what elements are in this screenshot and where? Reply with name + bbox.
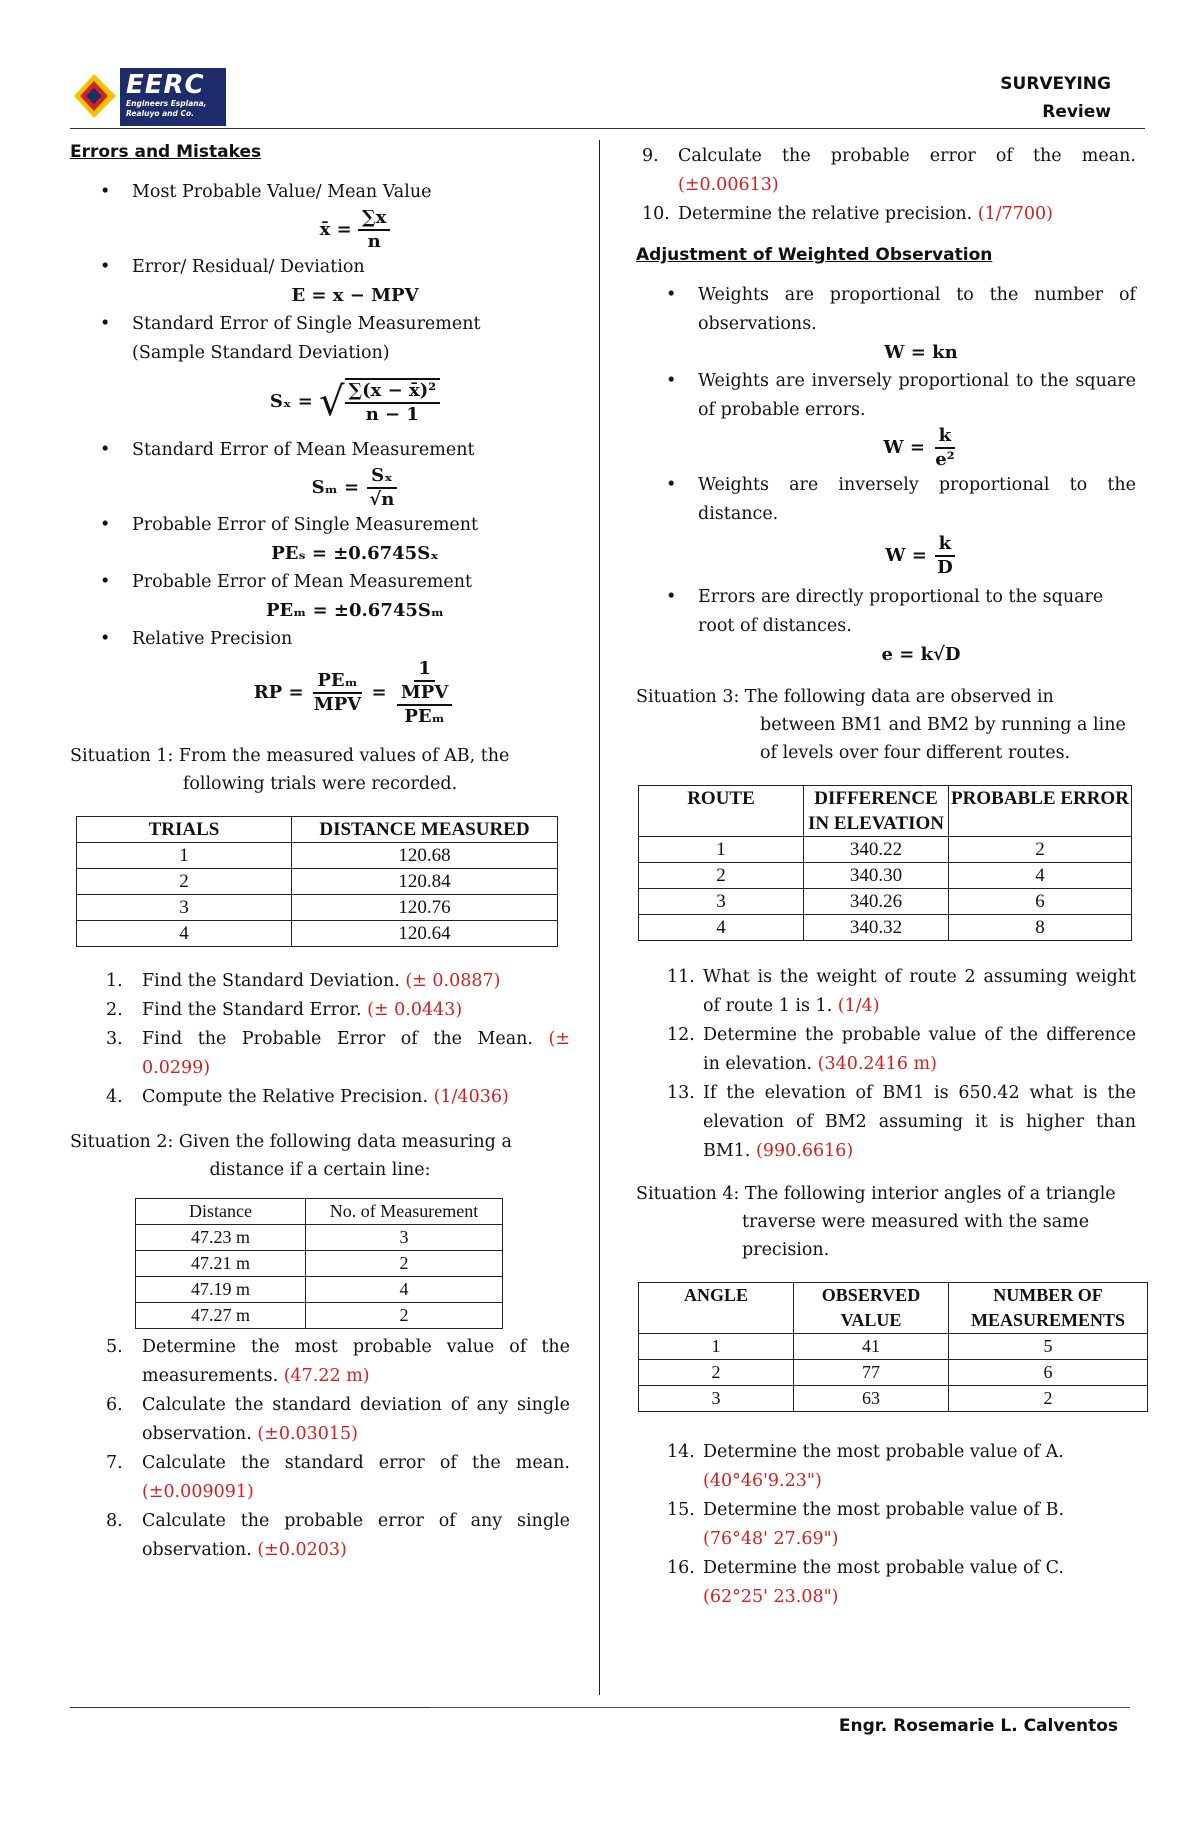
table-header: No. of Measurement bbox=[306, 1199, 503, 1225]
table-row bbox=[136, 1277, 503, 1303]
question-item bbox=[606, 142, 1136, 200]
formula-std-mean: Sₘ = $\frac{\text{Sₓ}}{√n}$ bbox=[70, 465, 570, 511]
table-cell: 47.21 m bbox=[136, 1251, 306, 1277]
bullet-error: • Error/ Residual/ Deviation bbox=[70, 253, 570, 282]
question-number: 5. bbox=[106, 1337, 123, 1357]
eerc-logo bbox=[70, 66, 226, 128]
question-item bbox=[70, 1507, 570, 1565]
table-header: OBSERVED VALUE bbox=[794, 1283, 949, 1334]
question-item bbox=[70, 996, 570, 1025]
question-text: Find the Standard Deviation. bbox=[142, 971, 406, 991]
formula-pe-single: PEₛ = ±0.6745Sₓ bbox=[271, 543, 439, 564]
situation-3-text bbox=[636, 683, 1136, 767]
question-number: 1. bbox=[106, 971, 123, 991]
question-item bbox=[70, 1449, 570, 1507]
table-cell: 63 bbox=[794, 1386, 949, 1412]
formula-rp: RP = $\frac{\text{PEₘ}}{\text{MPV}}$ = $\frac{1}{\frac{\text{MPV}}{\text{PEₘ}}}$ bbox=[70, 658, 570, 728]
question-text: Determine the most probable value of B. bbox=[703, 1500, 1065, 1520]
table-cell: 4 bbox=[949, 863, 1132, 889]
table-cell: 340.26 bbox=[804, 889, 949, 915]
table-row bbox=[136, 1251, 503, 1277]
answer-text: (1/4) bbox=[837, 996, 880, 1016]
question-item bbox=[631, 1079, 1136, 1166]
table-row bbox=[639, 837, 1132, 863]
formula-weight-number: W = kn bbox=[884, 342, 958, 363]
right-column bbox=[636, 142, 1136, 1612]
question-item bbox=[631, 963, 1136, 1021]
page-header bbox=[70, 66, 1145, 130]
question-text: Find the Probable Error of the Mean. bbox=[142, 1029, 549, 1049]
table-cell: 120.76 bbox=[292, 895, 558, 921]
table-row bbox=[77, 843, 558, 869]
situation-4-text bbox=[636, 1180, 1136, 1264]
formula-weight-distance: W = $\frac{k}{D}$ bbox=[636, 533, 1136, 579]
table-cell: 2 bbox=[949, 1386, 1148, 1412]
table-header: PROBABLE ERROR bbox=[949, 786, 1132, 837]
bullet-rp: • Relative Precision bbox=[70, 625, 570, 654]
table-cell: 120.64 bbox=[292, 921, 558, 947]
header-divider bbox=[70, 128, 980, 129]
column-divider bbox=[599, 140, 600, 1695]
question-number: 13. bbox=[667, 1083, 695, 1103]
situation-4-line3: precision. bbox=[742, 1240, 830, 1260]
table-header: ANGLE bbox=[639, 1283, 794, 1334]
logo-box bbox=[120, 68, 226, 126]
formula-error-distance: e = k√D bbox=[881, 644, 961, 665]
table-cell: 47.23 m bbox=[136, 1225, 306, 1251]
section-title-errors: Errors and Mistakes bbox=[70, 142, 262, 162]
table-cell: 41 bbox=[794, 1334, 949, 1360]
situation-1-text bbox=[70, 742, 570, 798]
situation-1-questions bbox=[70, 967, 570, 1112]
question-item bbox=[631, 1021, 1136, 1079]
question-number: 9. bbox=[642, 146, 659, 166]
formula-pe-mean: PEₘ = ±0.6745Sₘ bbox=[265, 600, 445, 621]
answer-text: (±0.00613) bbox=[678, 175, 779, 195]
table-cell: 2 bbox=[949, 837, 1132, 863]
subject-title: SURVEYING bbox=[1000, 74, 1111, 94]
table-cell: 4 bbox=[639, 915, 804, 941]
question-number: 15. bbox=[667, 1500, 695, 1520]
situation-2-table bbox=[135, 1198, 503, 1329]
question-item bbox=[70, 1391, 570, 1449]
answer-text: (± 0.0887) bbox=[405, 971, 501, 991]
table-cell: 6 bbox=[949, 889, 1132, 915]
table-cell: 3 bbox=[639, 1386, 794, 1412]
bullet-std-mean: • Standard Error of Mean Measurement bbox=[70, 436, 570, 465]
table-cell: 3 bbox=[639, 889, 804, 915]
question-number: 6. bbox=[106, 1395, 123, 1415]
situation-3-table bbox=[638, 785, 1132, 941]
table-cell: 1 bbox=[77, 843, 292, 869]
table-row bbox=[136, 1303, 503, 1329]
answer-text: (1/4036) bbox=[433, 1087, 509, 1107]
question-number: 3. bbox=[106, 1029, 123, 1049]
table-cell: 340.32 bbox=[804, 915, 949, 941]
table-cell: 5 bbox=[949, 1334, 1148, 1360]
table-cell: 3 bbox=[77, 895, 292, 921]
answer-text: (340.2416 m) bbox=[817, 1054, 937, 1074]
table-row bbox=[136, 1225, 503, 1251]
answer-text: (±0.0203) bbox=[257, 1540, 347, 1560]
table-header: DIFFERENCE IN ELEVATION bbox=[804, 786, 949, 837]
situation-4-line1: Situation 4: The following interior angles of a triangle bbox=[636, 1184, 1116, 1204]
answer-text: (40°46'9.23") bbox=[703, 1471, 822, 1491]
question-text: Calculate the standard error of the mean. bbox=[142, 1453, 570, 1473]
formula-weight-error: W = $\frac{k}{\text{e²}}$ bbox=[883, 425, 955, 470]
table-header: Distance bbox=[136, 1199, 306, 1225]
formula-error: E = x − MPV bbox=[291, 285, 419, 306]
question-item bbox=[70, 1333, 570, 1391]
logo-subtitle-2: Realuyo and Co. bbox=[126, 109, 194, 118]
bullet-pe-single: • Probable Error of Single Measurement bbox=[70, 511, 570, 540]
situation-2-questions-right bbox=[606, 142, 1136, 229]
question-item bbox=[70, 1025, 570, 1083]
table-cell: 8 bbox=[949, 915, 1132, 941]
question-item bbox=[70, 1083, 570, 1112]
table-cell: 2 bbox=[639, 863, 804, 889]
formula-mean: x̄ = $\frac{\sum x}{n}$ bbox=[70, 207, 570, 253]
table-cell: 2 bbox=[77, 869, 292, 895]
question-text: Determine the most probable value of C. bbox=[703, 1558, 1064, 1578]
question-number: 16. bbox=[667, 1558, 695, 1578]
answer-text: (47.22 m) bbox=[283, 1366, 370, 1386]
question-text: If the elevation of BM1 is 650.42 what is the elevation of BM2 assuming it is higher than BM1. bbox=[703, 1083, 1136, 1161]
question-text: Determine the relative precision. bbox=[678, 204, 978, 224]
answer-text: (1/7700) bbox=[977, 204, 1053, 224]
table-cell: 2 bbox=[306, 1303, 503, 1329]
situation-3-line2: between BM1 and BM2 by running a line bbox=[760, 715, 1126, 735]
table-row bbox=[77, 895, 558, 921]
logo-title: EERC bbox=[126, 70, 205, 100]
question-item bbox=[631, 1496, 1136, 1554]
answer-text: (76°48' 27.69") bbox=[703, 1529, 839, 1549]
question-number: 11. bbox=[667, 967, 695, 987]
question-text: Calculate the probable error of the mean. bbox=[678, 146, 1136, 166]
question-item bbox=[606, 200, 1136, 229]
table-header: DISTANCE MEASURED bbox=[292, 817, 558, 843]
table-cell: 1 bbox=[639, 837, 804, 863]
situation-2-text bbox=[70, 1128, 570, 1184]
formula-std-dev: Sₓ = √ $\frac{\text{∑(x − x̄)²}}{n - 1}$ bbox=[70, 378, 570, 426]
situation-2-line2: distance if a certain line: bbox=[209, 1160, 431, 1180]
bullet-mpv: • Most Probable Value/ Mean Value bbox=[70, 178, 570, 207]
table-cell: 47.19 m bbox=[136, 1277, 306, 1303]
question-number: 14. bbox=[667, 1442, 695, 1462]
table-row bbox=[639, 863, 1132, 889]
bullet-pe-mean: • Probable Error of Mean Measurement bbox=[70, 568, 570, 597]
table-cell: 120.68 bbox=[292, 843, 558, 869]
question-item bbox=[631, 1438, 1136, 1496]
question-number: 8. bbox=[106, 1511, 123, 1531]
answer-text: (±0.009091) bbox=[142, 1482, 254, 1502]
situation-3-line3: of levels over four different routes. bbox=[760, 743, 1071, 763]
question-text: Determine the probable value of the difference in elevation. bbox=[703, 1025, 1136, 1074]
table-cell: 2 bbox=[639, 1360, 794, 1386]
table-cell: 6 bbox=[949, 1360, 1148, 1386]
bullet-weight-distance: • Weights are inversely proportional to the distance. bbox=[636, 471, 1136, 529]
situation-2-questions-left bbox=[70, 1333, 570, 1565]
situation-1-table bbox=[76, 816, 558, 947]
situation-4-questions bbox=[631, 1438, 1136, 1612]
table-header: NUMBER OF MEASUREMENTS bbox=[949, 1283, 1148, 1334]
table-cell: 340.30 bbox=[804, 863, 949, 889]
table-cell: 2 bbox=[306, 1251, 503, 1277]
bullet-error-distance: • Errors are directly proportional to the square root of distances. bbox=[636, 583, 1136, 641]
question-text: Calculate the probable error of any single observation. bbox=[142, 1511, 570, 1560]
answer-text: (±0.03015) bbox=[257, 1424, 359, 1444]
table-cell: 77 bbox=[794, 1360, 949, 1386]
question-text: Determine the most probable value of the measurements. bbox=[142, 1337, 570, 1386]
situation-4-table bbox=[638, 1282, 1148, 1412]
question-text: What is the weight of route 2 assuming weight of route 1 is 1. bbox=[703, 967, 1136, 1016]
situation-2-line1: Situation 2: Given the following data measuring a bbox=[70, 1132, 512, 1152]
situation-3-questions bbox=[631, 963, 1136, 1166]
situation-1-line2: following trials were recorded. bbox=[182, 774, 458, 794]
table-row bbox=[639, 1386, 1148, 1412]
situation-3-line1: Situation 3: The following data are observed in bbox=[636, 687, 1054, 707]
question-text: Calculate the standard deviation of any single observation. bbox=[142, 1395, 570, 1444]
question-item bbox=[70, 967, 570, 996]
section-title-weighted: Adjustment of Weighted Observation bbox=[636, 245, 993, 265]
table-header: ROUTE bbox=[639, 786, 804, 837]
table-cell: 120.84 bbox=[292, 869, 558, 895]
header-divider-right bbox=[980, 128, 1145, 129]
footer-divider-left bbox=[70, 1707, 430, 1708]
question-number: 4. bbox=[106, 1087, 123, 1107]
footer-author: Engr. Rosemarie L. Calventos bbox=[838, 1716, 1118, 1736]
question-number: 2. bbox=[106, 1000, 123, 1020]
question-text: Find the Standard Error. bbox=[142, 1000, 368, 1020]
table-cell: 1 bbox=[639, 1334, 794, 1360]
logo-subtitle-1: Engineers Esplana, bbox=[126, 99, 207, 108]
answer-text: (990.6616) bbox=[756, 1141, 854, 1161]
footer-divider-right bbox=[430, 1707, 1130, 1708]
question-number: 10. bbox=[642, 204, 670, 224]
question-text: Compute the Relative Precision. bbox=[142, 1087, 434, 1107]
question-number: 7. bbox=[106, 1453, 123, 1473]
bullet-std-single bbox=[70, 310, 570, 368]
bullet-std-single-line1: Standard Error of Single Measurement bbox=[132, 314, 481, 334]
bullet-weight-number: • Weights are proportional to the number of observations. bbox=[636, 281, 1136, 339]
left-column bbox=[70, 142, 570, 1565]
question-item bbox=[631, 1554, 1136, 1612]
logo-mark-icon bbox=[70, 66, 120, 128]
table-cell: 340.22 bbox=[804, 837, 949, 863]
table-cell: 4 bbox=[306, 1277, 503, 1303]
bullet-std-single-line2: (Sample Standard Deviation) bbox=[132, 343, 390, 363]
table-row bbox=[639, 915, 1132, 941]
table-row bbox=[639, 889, 1132, 915]
table-cell: 3 bbox=[306, 1225, 503, 1251]
table-cell: 4 bbox=[77, 921, 292, 947]
table-row bbox=[77, 921, 558, 947]
bullet-weight-error: • Weights are inversely proportional to the square of probable errors. bbox=[636, 367, 1136, 425]
answer-text: (62°25' 23.08") bbox=[703, 1587, 839, 1607]
header-title-block bbox=[1000, 70, 1111, 126]
situation-1-line1: Situation 1: From the measured values of AB, the bbox=[70, 746, 510, 766]
table-row bbox=[639, 1360, 1148, 1386]
table-row bbox=[639, 1334, 1148, 1360]
answer-text: (± 0.0443) bbox=[367, 1000, 463, 1020]
table-header: TRIALS bbox=[77, 817, 292, 843]
situation-4-line2: traverse were measured with the same bbox=[742, 1212, 1090, 1232]
answer-text: (± 0.0299) bbox=[142, 1029, 570, 1078]
table-row bbox=[77, 869, 558, 895]
table-cell: 47.27 m bbox=[136, 1303, 306, 1329]
subject-subtitle: Review bbox=[1042, 102, 1111, 122]
question-number: 12. bbox=[667, 1025, 695, 1045]
formula-list bbox=[70, 178, 570, 207]
question-text: Determine the most probable value of A. bbox=[703, 1442, 1064, 1462]
